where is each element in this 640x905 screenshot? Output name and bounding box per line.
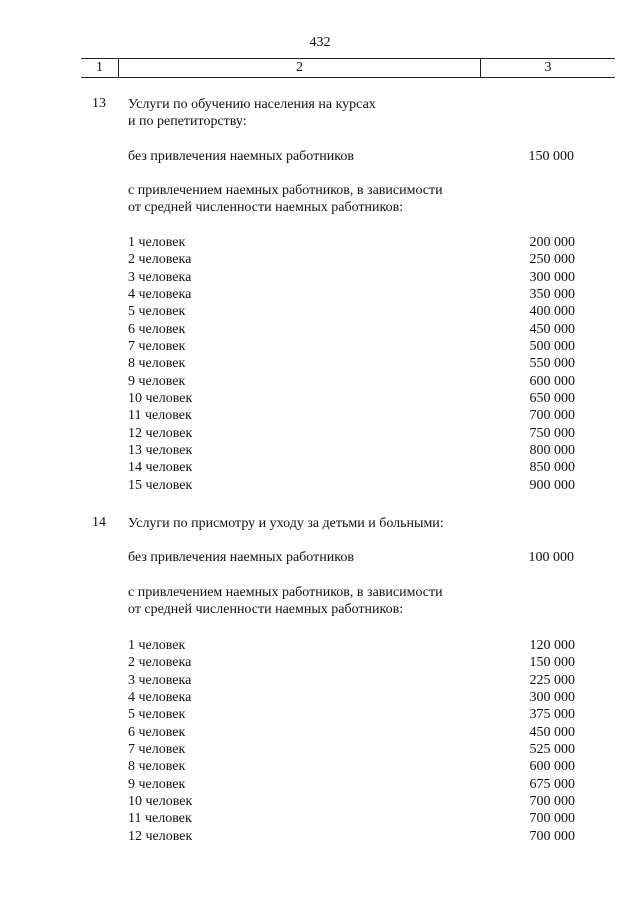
rate-value: 800 000	[529, 443, 575, 459]
list-item	[128, 689, 575, 706]
rate-value: 450 000	[529, 724, 575, 740]
employee-count: 6 человек	[128, 321, 186, 337]
column-header-2: 2	[119, 59, 481, 77]
rate-value: 900 000	[529, 477, 575, 493]
list-item	[128, 251, 575, 268]
hired-intro-line: с привлечением наемных работников, в зависимости	[128, 183, 443, 198]
employee-count: 3 человека	[128, 269, 192, 285]
list-item	[128, 442, 575, 459]
hired-intro-line: от средней численности наемных работников:	[128, 200, 404, 215]
employee-count: 2 человека	[128, 252, 192, 268]
employee-count: 10 человек	[128, 794, 193, 810]
hired-intro	[128, 182, 443, 216]
section-title	[128, 96, 488, 130]
list-item	[128, 672, 575, 689]
employee-rate-list	[128, 234, 575, 494]
employee-count: 10 человек	[128, 391, 193, 407]
rate-value: 300 000	[529, 269, 575, 285]
employee-count: 4 человека	[128, 690, 192, 706]
column-header-1: 1	[81, 59, 119, 77]
employee-count: 13 человек	[128, 443, 193, 459]
list-item	[128, 355, 575, 372]
rate-value: 120 000	[529, 638, 575, 653]
no-hired-value: 100 000	[528, 550, 574, 565]
employee-count: 14 человек	[128, 460, 193, 476]
rate-value: 675 000	[529, 776, 575, 792]
employee-count: 1 человек	[128, 638, 186, 653]
list-item	[128, 269, 575, 286]
list-item	[128, 338, 575, 355]
hired-intro-line: с привлечением наемных работников, в зависимости	[128, 585, 443, 600]
rate-value: 650 000	[529, 391, 575, 407]
rate-value: 750 000	[529, 425, 575, 441]
employee-count: 12 человек	[128, 828, 193, 844]
section-title-line: и по репетиторству:	[128, 114, 247, 129]
employee-count: 9 человек	[128, 776, 186, 792]
no-hired-label: без привлечения наемных работников	[128, 149, 354, 164]
employee-count: 15 человек	[128, 477, 193, 493]
list-item	[128, 776, 575, 793]
rate-value: 225 000	[529, 672, 575, 688]
rate-value: 700 000	[529, 828, 575, 844]
list-item	[128, 758, 575, 775]
rate-value: 700 000	[529, 794, 575, 810]
rate-value: 500 000	[529, 339, 575, 355]
employee-count: 7 человек	[128, 742, 186, 758]
rate-value: 700 000	[529, 811, 575, 827]
employee-count: 7 человек	[128, 339, 186, 355]
list-item	[128, 810, 575, 827]
list-item	[128, 459, 575, 476]
employee-count: 11 человек	[128, 408, 192, 424]
hired-intro-line: от средней численности наемных работников:	[128, 602, 404, 617]
rate-value: 300 000	[529, 690, 575, 706]
list-item	[128, 234, 575, 251]
employee-count: 6 человек	[128, 724, 186, 740]
section-title-line: Услуги по присмотру и уходу за детьми и больными:	[128, 516, 444, 531]
list-item	[128, 706, 575, 723]
employee-count: 1 человек	[128, 235, 186, 250]
rate-value: 700 000	[529, 408, 575, 424]
list-item	[128, 373, 575, 390]
employee-count: 11 человек	[128, 811, 192, 827]
hired-intro	[128, 584, 443, 618]
rate-value: 400 000	[529, 304, 575, 320]
column-header-row	[81, 58, 615, 78]
list-item	[128, 477, 575, 494]
rate-value: 150 000	[529, 655, 575, 671]
rate-value: 375 000	[529, 707, 575, 723]
list-item	[128, 741, 575, 758]
section-number: 13	[92, 96, 106, 111]
employee-count: 12 человек	[128, 425, 193, 441]
rate-value: 550 000	[529, 356, 575, 372]
employee-count: 8 человек	[128, 356, 186, 372]
list-item	[128, 724, 575, 741]
list-item	[128, 303, 575, 320]
employee-count: 2 человека	[128, 655, 192, 671]
rate-value: 450 000	[529, 321, 575, 337]
employee-count: 3 человека	[128, 672, 192, 688]
rate-value: 600 000	[529, 373, 575, 389]
list-item	[128, 828, 575, 845]
column-header-3: 3	[544, 60, 552, 75]
list-item	[128, 654, 575, 671]
list-item	[128, 321, 575, 338]
list-item	[128, 286, 575, 303]
section-title-line: Услуги по обучению населения на курсах	[128, 97, 376, 112]
employee-count: 5 человек	[128, 304, 186, 320]
rate-value: 200 000	[529, 235, 575, 250]
employee-count: 8 человек	[128, 759, 186, 775]
section-title	[128, 515, 548, 532]
employee-rate-list	[128, 637, 575, 845]
rate-value: 350 000	[529, 287, 575, 303]
rate-value: 600 000	[529, 759, 575, 775]
rate-value: 850 000	[529, 460, 575, 476]
section-number: 14	[92, 515, 106, 530]
rate-value: 250 000	[529, 252, 575, 268]
employee-count: 9 человек	[128, 373, 186, 389]
employee-count: 4 человека	[128, 287, 192, 303]
page-number: 432	[309, 35, 331, 50]
list-item	[128, 407, 575, 424]
list-item	[128, 425, 575, 442]
list-item	[128, 793, 575, 810]
employee-count: 5 человек	[128, 707, 186, 723]
rate-value: 525 000	[529, 742, 575, 758]
list-item	[128, 390, 575, 407]
no-hired-value: 150 000	[528, 149, 574, 164]
list-item	[128, 637, 575, 654]
no-hired-label: без привлечения наемных работников	[128, 550, 354, 565]
